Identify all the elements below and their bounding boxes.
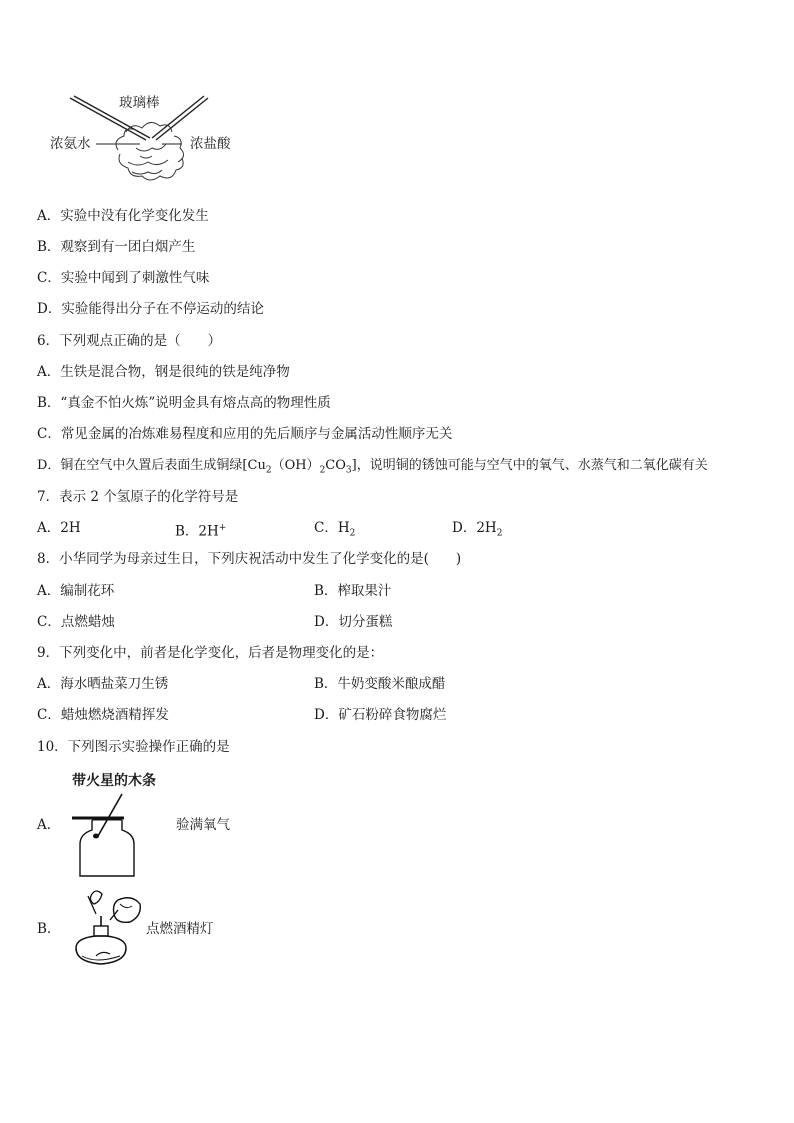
q9-option-b: B．牛奶变酸米酿成醋 bbox=[314, 676, 446, 692]
q9-option-d: D．矿石粉碎食物腐烂 bbox=[314, 707, 447, 723]
q10-option-b-letter: B． bbox=[37, 921, 61, 937]
q10-option-a-letter: A． bbox=[37, 817, 61, 833]
q6-option-d bbox=[37, 457, 708, 480]
q7-stem: 7．表示 2 个氢原子的化学符号是 bbox=[37, 489, 239, 505]
q6-d-sub2: 2 bbox=[319, 465, 326, 476]
q6-d-pre: D．铜在空气中久置后表面生成铜绿[Cu bbox=[37, 458, 266, 473]
hcl-label: 浓盐酸 bbox=[190, 136, 231, 152]
q7-b-pre: B．2H bbox=[175, 523, 219, 540]
q6-d-sub3: 3 bbox=[345, 465, 352, 476]
q5-option-b: B．观察到有一团白烟产生 bbox=[37, 239, 196, 255]
glass-rod-label: 玻璃棒 bbox=[119, 95, 160, 111]
q10-option-a-text: 验满氧气 bbox=[176, 817, 230, 833]
q5-option-c: C．实验中闻到了刺激性气味 bbox=[37, 270, 210, 286]
q6-option-c: C．常见金属的冶炼难易程度和应用的先后顺序与金属活动性顺序无关 bbox=[37, 426, 453, 442]
q10-stem: 10．下列图示实验操作正确的是 bbox=[37, 739, 230, 755]
q6-d-co: CO bbox=[325, 458, 346, 473]
q8-option-b: B．榨取果汁 bbox=[314, 583, 392, 599]
q9-option-a: A．海水晒盐菜刀生锈 bbox=[37, 676, 169, 692]
q6-option-a: A．生铁是混合物，钢是很纯的铁是纯净物 bbox=[37, 364, 290, 380]
ammonia-hcl-figure bbox=[48, 92, 248, 192]
q7-d-sub: 2 bbox=[496, 528, 503, 539]
q8-option-c: C．点燃蜡烛 bbox=[37, 614, 115, 630]
q9-option-c: C．蜡烛燃烧酒精挥发 bbox=[37, 707, 169, 723]
q7-b-sup: + bbox=[218, 523, 227, 533]
q10-option-b-text: 点燃酒精灯 bbox=[146, 921, 214, 937]
q7-c-sub: 2 bbox=[349, 528, 356, 539]
q8-option-d: D．切分蛋糕 bbox=[314, 614, 393, 630]
q6-option-b: B．“真金不怕火炼”说明金具有熔点高的物理性质 bbox=[37, 395, 331, 411]
q7-option-b bbox=[175, 519, 226, 541]
q7-d-pre: D．2H bbox=[452, 520, 497, 536]
gas-bottle-illustration bbox=[68, 772, 188, 882]
q6-d-mid: （OH） bbox=[271, 458, 320, 473]
q7-c-pre: C．H bbox=[314, 520, 350, 536]
q6-stem: 6．下列观点正确的是（ ） bbox=[37, 333, 222, 349]
q7-option-a: A．2H bbox=[37, 520, 81, 536]
q5-option-d: D．实验能得出分子在不停运动的结论 bbox=[37, 301, 264, 317]
oxygen-test-figure bbox=[68, 772, 188, 882]
q8-stem: 8．小华同学为母亲过生日，下列庆祝活动中发生了化学变化的是( ) bbox=[37, 551, 462, 567]
q7-option-c bbox=[314, 519, 355, 543]
q8-option-a: A．编制花环 bbox=[37, 583, 115, 599]
q5-option-a: A．实验中没有化学变化发生 bbox=[37, 208, 209, 224]
q6-d-sub1: 2 bbox=[265, 465, 272, 476]
q9-stem: 9．下列变化中，前者是化学变化，后者是物理变化的是： bbox=[37, 645, 384, 661]
alcohol-lamp-figure bbox=[66, 886, 146, 970]
q6-d-post: ]，说明铜的锈蚀可能与空气中的氧气、水蒸气和二氧化碳有关 bbox=[351, 458, 708, 473]
q7-option-d bbox=[452, 519, 502, 543]
glowing-splint-caption: 带火星的木条 bbox=[72, 773, 156, 789]
alcohol-lamp-illustration bbox=[66, 886, 146, 970]
ammonia-label: 浓氨水 bbox=[50, 136, 91, 152]
